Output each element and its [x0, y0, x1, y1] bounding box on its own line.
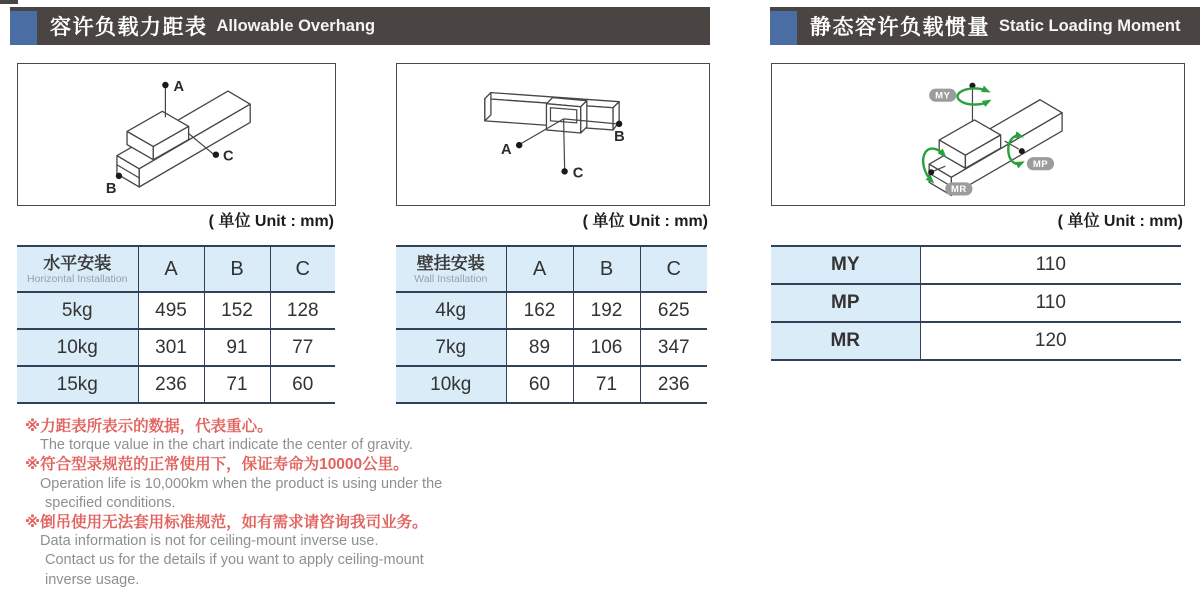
value-cell: 60 — [506, 366, 573, 403]
header-accent-square — [770, 11, 797, 45]
value-cell: 495 — [138, 292, 204, 329]
table-row — [396, 329, 707, 366]
right-title-en: Static Loading Moment — [999, 16, 1181, 35]
column-header-b: B — [573, 246, 640, 292]
column-header-c: C — [270, 246, 335, 292]
table-row — [396, 292, 707, 329]
wall-installation-table — [396, 245, 707, 404]
unit-label-moment: ( 单位 Unit : mm) — [1057, 213, 1183, 230]
footnote-zh: ※倒吊使用无法套用标准规范，如有需求请咨询我司业务。 — [25, 514, 428, 532]
point-a-label: A — [501, 142, 512, 159]
value-cell: 60 — [270, 366, 335, 403]
table-row — [17, 329, 335, 366]
column-header-b: B — [204, 246, 270, 292]
rail-left-end-face — [485, 93, 491, 121]
header-cell-installation — [396, 246, 506, 292]
point-a-label: A — [173, 79, 185, 96]
footnote-en: The torque value in the chart indicate the center of gravity. — [40, 437, 413, 454]
value-cell: 152 — [204, 292, 270, 329]
static-moment-table — [771, 245, 1181, 361]
table-row — [771, 322, 1181, 360]
point-b-dot — [616, 121, 622, 127]
value-cell: 625 — [640, 292, 707, 329]
mp-badge-label: MP — [1032, 159, 1049, 171]
installation-zh: 水平安装 — [43, 253, 112, 273]
footnote-en: Operation life is 10,000km when the product is using under the — [40, 475, 443, 492]
slider-side-face — [581, 101, 587, 133]
table-row — [17, 292, 335, 329]
moment-value-cell: 110 — [920, 284, 1181, 322]
unit-label-wall: ( 单位 Unit : mm) — [582, 213, 708, 230]
point-c-label: C — [572, 165, 584, 182]
page-corner-mark — [0, 0, 18, 4]
value-cell: 236 — [138, 366, 204, 403]
point-a-dot — [162, 82, 168, 88]
footnote-zh: ※力距表所表示的数据，代表重心。 — [25, 418, 273, 435]
mp-axis-dot — [1019, 148, 1025, 154]
installation-zh: 壁挂安装 — [416, 253, 485, 273]
left-title-zh: 容许负载力距表 — [50, 16, 208, 39]
value-cell: 77 — [270, 329, 335, 366]
value-cell: 106 — [573, 329, 640, 366]
moment-label-cell: MR — [771, 322, 920, 360]
point-a-dot — [516, 142, 522, 148]
footnote-en: Data information is not for ceiling-mount inverse use. — [40, 533, 379, 550]
static-moment-diagram — [771, 63, 1185, 206]
load-cell: 7kg — [396, 329, 506, 366]
wall-installation-diagram — [396, 63, 710, 206]
load-cell: 4kg — [396, 292, 506, 329]
moment-label-cell: MP — [771, 284, 920, 322]
footnote-en: inverse usage. — [45, 571, 140, 588]
mr-badge-label: MR — [951, 184, 967, 196]
value-cell: 301 — [138, 329, 204, 366]
load-cell: 10kg — [17, 329, 138, 366]
load-cell: 10kg — [396, 366, 506, 403]
table-header-row — [17, 246, 335, 292]
table-row — [771, 246, 1181, 284]
point-c-label: C — [222, 148, 234, 165]
table-header-row — [396, 246, 707, 292]
point-c-dot — [213, 151, 219, 157]
column-header-a: A — [138, 246, 204, 292]
value-cell: 162 — [506, 292, 573, 329]
point-c-dot — [561, 168, 567, 174]
value-cell: 236 — [640, 366, 707, 403]
point-b-label: B — [105, 181, 117, 198]
table-row — [17, 366, 335, 403]
header-cell-installation — [17, 246, 138, 292]
table-row — [396, 366, 707, 403]
right-section-header — [770, 7, 1200, 45]
value-cell: 89 — [506, 329, 573, 366]
point-b-dot — [116, 173, 122, 179]
horizontal-diagram-art — [18, 64, 335, 205]
installation-en: Horizontal Installation — [27, 272, 128, 285]
load-cell: 5kg — [17, 292, 138, 329]
value-cell: 347 — [640, 329, 707, 366]
value-cell: 192 — [573, 292, 640, 329]
value-cell: 71 — [204, 366, 270, 403]
column-header-a: A — [506, 246, 573, 292]
footnote-en: Contact us for the details if you want to apply ceiling-mount — [45, 552, 424, 569]
header-accent-square — [10, 11, 37, 45]
moment-label-cell: MY — [771, 246, 920, 284]
footnote-zh: ※符合型录规范的正常使用下，保证寿命为10000公里。 — [25, 456, 409, 474]
horizontal-installation-table — [17, 245, 335, 404]
footnote-en: specified conditions. — [45, 494, 176, 511]
unit-label-horizontal: ( 单位 Unit : mm) — [208, 213, 334, 230]
right-title-zh: 静态容许负载惯量 — [810, 16, 990, 39]
mr-axis-dot — [928, 169, 934, 175]
my-badge-label: MY — [935, 90, 951, 102]
horizontal-installation-diagram — [17, 63, 336, 206]
left-title-en: Allowable Overhang — [216, 16, 376, 35]
column-header-c: C — [640, 246, 707, 292]
moment-value-cell: 120 — [920, 322, 1181, 360]
load-cell: 15kg — [17, 366, 138, 403]
value-cell: 128 — [270, 292, 335, 329]
moment-diagram-art — [772, 64, 1184, 205]
table-row — [771, 284, 1181, 322]
moment-value-cell: 110 — [920, 246, 1181, 284]
value-cell: 91 — [204, 329, 270, 366]
wall-diagram-art — [397, 64, 709, 205]
value-cell: 71 — [573, 366, 640, 403]
left-section-header — [10, 7, 710, 45]
footnotes — [25, 417, 505, 590]
point-b-label: B — [614, 129, 625, 146]
installation-en: Wall Installation — [414, 272, 488, 285]
